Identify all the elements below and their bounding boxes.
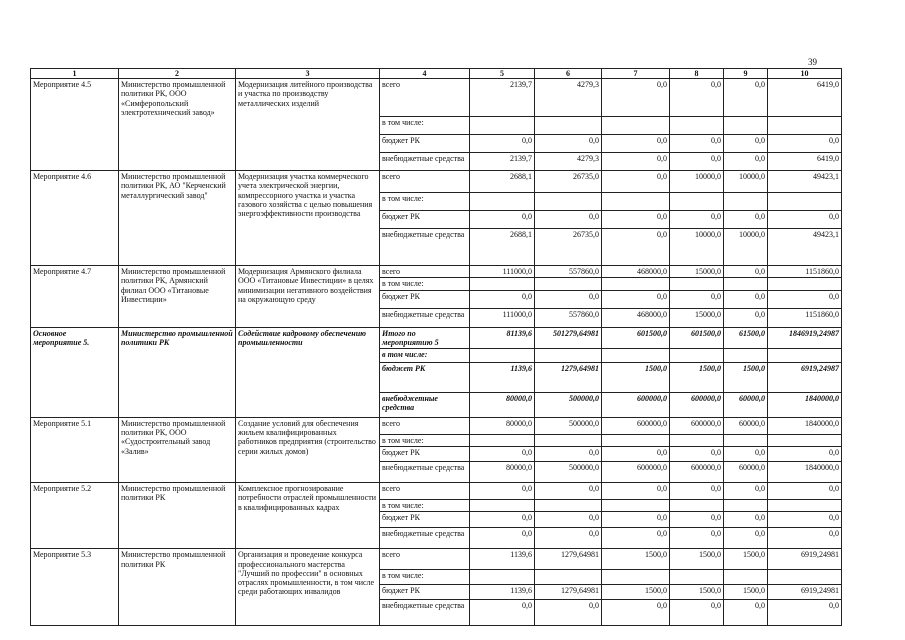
amount-cell: 0,0	[470, 512, 535, 528]
activity-description-cell: Создание условий для обеспечения жильем квалифицированных работников предприятия (строительство серии жилых домов)	[236, 417, 380, 482]
amount-cell: 10000,0	[670, 229, 724, 266]
amount-cell: 0,0	[470, 600, 535, 626]
table-row	[31, 327, 842, 348]
responsible-org-cell: Министерство промышленной политики РК	[119, 327, 236, 417]
amount-cell: 0,0	[724, 447, 768, 462]
funding-source-cell: в том числе:	[380, 117, 470, 135]
amount-cell: 6419,0	[768, 79, 842, 117]
amount-cell: 0,0	[535, 528, 602, 549]
amount-cell	[768, 434, 842, 446]
funding-source-cell: в том числе:	[380, 278, 470, 290]
amount-cell	[670, 570, 724, 585]
program-activities-table	[30, 68, 842, 626]
amount-cell	[724, 193, 768, 211]
amount-cell: 0,0	[670, 512, 724, 528]
amount-cell: 0,0	[470, 483, 535, 500]
amount-cell: 468000,0	[602, 308, 670, 327]
amount-cell: 0,0	[535, 290, 602, 308]
amount-cell: 111000,0	[470, 308, 535, 327]
amount-cell: 0,0	[602, 153, 670, 171]
amount-cell	[602, 570, 670, 585]
amount-cell: 1139,6	[470, 362, 535, 392]
page-number: 39	[808, 57, 817, 67]
funding-source-cell: бюджет РК	[380, 585, 470, 600]
amount-cell	[535, 117, 602, 135]
amount-cell	[670, 500, 724, 512]
funding-source-cell: бюджет РК	[380, 447, 470, 462]
activity-id-cell: Мероприятие 5.2	[31, 483, 119, 549]
amount-cell: 61500,0	[724, 327, 768, 348]
amount-cell: 468000,0	[602, 266, 670, 278]
funding-source-cell: в том числе:	[380, 434, 470, 446]
amount-cell: 0,0	[535, 512, 602, 528]
amount-cell	[724, 278, 768, 290]
amount-cell: 0,0	[724, 79, 768, 117]
amount-cell	[535, 278, 602, 290]
amount-cell	[602, 278, 670, 290]
amount-cell: 0,0	[670, 290, 724, 308]
amount-cell: 0,0	[670, 211, 724, 229]
amount-cell	[724, 500, 768, 512]
amount-cell	[768, 193, 842, 211]
funding-source-cell: внебюджетные средства	[380, 308, 470, 327]
amount-cell	[470, 570, 535, 585]
amount-cell: 49423,1	[768, 229, 842, 266]
amount-cell: 0,0	[724, 483, 768, 500]
amount-cell: 0,0	[670, 79, 724, 117]
activity-description-cell: Комплексное прогнозирование потребности отраслей промышленности в квалифицированных кадрах	[236, 483, 380, 549]
amount-cell: 10000,0	[724, 171, 768, 193]
amount-cell: 1139,6	[470, 585, 535, 600]
responsible-org-cell: Министерство промышленной политики РК, АО "Керченский металлургический завод"	[119, 171, 236, 266]
amount-cell: 0,0	[602, 229, 670, 266]
funding-source-cell: бюджет РК	[380, 512, 470, 528]
amount-cell: 0,0	[724, 308, 768, 327]
responsible-org-cell: Министерство промышленной политики РК, Армянский филиал ООО «Титановые Инвестиции»	[119, 266, 236, 327]
funding-source-cell: внебюджетные средства	[380, 153, 470, 171]
header-col-1: 1	[31, 69, 119, 79]
amount-cell: 0,0	[724, 512, 768, 528]
amount-cell: 10000,0	[670, 171, 724, 193]
amount-cell	[602, 193, 670, 211]
activity-description-cell: Модернизация литейного производства и участка по производству металлических изделий	[236, 79, 380, 171]
funding-source-cell: всего	[380, 549, 470, 570]
funding-source-cell: внебюджетные средства	[380, 462, 470, 483]
amount-cell: 1500,0	[602, 362, 670, 392]
amount-cell: 6919,24987	[768, 362, 842, 392]
amount-cell: 0,0	[670, 153, 724, 171]
amount-cell: 15000,0	[670, 266, 724, 278]
funding-source-cell: в том числе:	[380, 570, 470, 585]
amount-cell	[724, 117, 768, 135]
amount-cell: 0,0	[602, 290, 670, 308]
amount-cell: 1500,0	[724, 549, 768, 570]
amount-cell: 1151860,0	[768, 308, 842, 327]
responsible-org-cell: Министерство промышленной политики РК, ООО «Симферопольский электротехнический завод»	[119, 79, 236, 171]
amount-cell	[470, 434, 535, 446]
amount-cell: 80000,0	[470, 462, 535, 483]
amount-cell	[768, 348, 842, 362]
amount-cell: 0,0	[724, 211, 768, 229]
amount-cell: 0,0	[768, 135, 842, 153]
amount-cell: 0,0	[768, 528, 842, 549]
amount-cell: 600000,0	[602, 392, 670, 417]
amount-cell	[470, 117, 535, 135]
header-row	[31, 69, 842, 79]
amount-cell	[670, 117, 724, 135]
table-row	[31, 171, 842, 193]
amount-cell: 601500,0	[670, 327, 724, 348]
amount-cell: 1846919,24987	[768, 327, 842, 348]
amount-cell	[670, 348, 724, 362]
activity-id-cell: Мероприятие 4.5	[31, 79, 119, 171]
amount-cell: 1500,0	[670, 549, 724, 570]
amount-cell: 0,0	[602, 79, 670, 117]
amount-cell: 0,0	[768, 600, 842, 626]
activity-description-cell: Содействие кадровому обеспечению промышленности	[236, 327, 380, 417]
amount-cell: 4279,3	[535, 153, 602, 171]
header-col-7: 7	[602, 69, 670, 79]
amount-cell: 0,0	[470, 135, 535, 153]
amount-cell: 0,0	[724, 528, 768, 549]
header-col-3: 3	[236, 69, 380, 79]
amount-cell	[602, 500, 670, 512]
amount-cell: 26735,0	[535, 229, 602, 266]
amount-cell	[470, 193, 535, 211]
amount-cell	[535, 570, 602, 585]
funding-source-cell: бюджет РК	[380, 362, 470, 392]
amount-cell: 0,0	[535, 447, 602, 462]
amount-cell: 1500,0	[724, 362, 768, 392]
funding-source-cell: внебюджетные средства	[380, 528, 470, 549]
amount-cell	[602, 348, 670, 362]
amount-cell	[535, 434, 602, 446]
amount-cell: 500000,0	[535, 462, 602, 483]
amount-cell: 557860,0	[535, 266, 602, 278]
activity-id-cell: Мероприятие 4.6	[31, 171, 119, 266]
funding-source-cell: всего	[380, 417, 470, 434]
funding-source-cell: всего	[380, 266, 470, 278]
amount-cell: 557860,0	[535, 308, 602, 327]
responsible-org-cell: Министерство промышленной политики РК, ООО «Судостроительный завод «Залив»	[119, 417, 236, 482]
funding-source-cell: в том числе:	[380, 193, 470, 211]
amount-cell: 601500,0	[602, 327, 670, 348]
amount-cell: 1500,0	[724, 585, 768, 600]
amount-cell	[768, 278, 842, 290]
amount-cell: 0,0	[724, 290, 768, 308]
amount-cell: 0,0	[768, 211, 842, 229]
amount-cell	[602, 117, 670, 135]
amount-cell: 2139,7	[470, 153, 535, 171]
funding-source-cell: бюджет РК	[380, 135, 470, 153]
table-row	[31, 483, 842, 500]
amount-cell: 501279,64981	[535, 327, 602, 348]
amount-cell: 0,0	[602, 135, 670, 153]
funding-source-cell: всего	[380, 171, 470, 193]
amount-cell	[768, 570, 842, 585]
funding-source-cell: внебюджетные средства	[380, 392, 470, 417]
header-col-8: 8	[670, 69, 724, 79]
amount-cell: 4279,3	[535, 79, 602, 117]
amount-cell: 0,0	[535, 600, 602, 626]
amount-cell: 500000,0	[535, 417, 602, 434]
amount-cell	[670, 193, 724, 211]
amount-cell: 0,0	[670, 600, 724, 626]
header-col-5: 5	[470, 69, 535, 79]
activity-id-cell: Мероприятие 4.7	[31, 266, 119, 327]
header-col-2: 2	[119, 69, 236, 79]
funding-source-cell: бюджет РК	[380, 211, 470, 229]
amount-cell: 1500,0	[602, 585, 670, 600]
amount-cell: 2688,1	[470, 229, 535, 266]
amount-cell: 1151860,0	[768, 266, 842, 278]
amount-cell: 1279,64981	[535, 362, 602, 392]
amount-cell: 0,0	[724, 600, 768, 626]
amount-cell: 0,0	[470, 290, 535, 308]
amount-cell: 0,0	[602, 211, 670, 229]
amount-cell: 600000,0	[670, 417, 724, 434]
amount-cell	[724, 570, 768, 585]
amount-cell: 600000,0	[602, 462, 670, 483]
header-col-4: 4	[380, 69, 470, 79]
table-body	[31, 79, 842, 626]
amount-cell: 1840000,0	[768, 462, 842, 483]
amount-cell: 0,0	[670, 135, 724, 153]
amount-cell: 1500,0	[602, 549, 670, 570]
header-col-6: 6	[535, 69, 602, 79]
funding-source-cell: всего	[380, 79, 470, 117]
table-row	[31, 79, 842, 117]
amount-cell: 2139,7	[470, 79, 535, 117]
amount-cell: 0,0	[602, 528, 670, 549]
amount-cell	[602, 434, 670, 446]
funding-source-cell: всего	[380, 483, 470, 500]
amount-cell: 600000,0	[670, 392, 724, 417]
amount-cell: 60000,0	[724, 417, 768, 434]
funding-source-cell: Итого по мероприятию 5	[380, 327, 470, 348]
amount-cell: 1279,64981	[535, 585, 602, 600]
amount-cell: 6919,24981	[768, 549, 842, 570]
amount-cell: 6919,24981	[768, 585, 842, 600]
table-row	[31, 549, 842, 570]
amount-cell: 0,0	[768, 290, 842, 308]
amount-cell: 1500,0	[670, 585, 724, 600]
activity-description-cell: Модернизация Армянского филиала ООО «Титановые Инвестиции» в целях минимизации негативного воздействия на окружающую среду	[236, 266, 380, 327]
amount-cell: 0,0	[670, 483, 724, 500]
amount-cell	[535, 500, 602, 512]
amount-cell	[535, 193, 602, 211]
funding-source-cell: внебюджетные средства	[380, 600, 470, 626]
amount-cell: 1840000,0	[768, 392, 842, 417]
amount-cell: 10000,0	[724, 229, 768, 266]
header-col-10: 10	[768, 69, 842, 79]
amount-cell: 0,0	[768, 447, 842, 462]
amount-cell	[670, 434, 724, 446]
table-row	[31, 266, 842, 278]
amount-cell	[535, 348, 602, 362]
amount-cell: 500000,0	[535, 392, 602, 417]
activity-id-cell: Мероприятие 5.3	[31, 549, 119, 626]
header-col-9: 9	[724, 69, 768, 79]
amount-cell: 0,0	[768, 512, 842, 528]
amount-cell: 6419,0	[768, 153, 842, 171]
amount-cell	[470, 348, 535, 362]
amount-cell	[768, 500, 842, 512]
amount-cell: 0,0	[470, 528, 535, 549]
amount-cell	[470, 278, 535, 290]
responsible-org-cell: Министерство промышленной политики РК	[119, 483, 236, 549]
amount-cell: 81139,6	[470, 327, 535, 348]
activity-id-cell: Мероприятие 5.1	[31, 417, 119, 482]
amount-cell	[724, 348, 768, 362]
amount-cell: 60000,0	[724, 392, 768, 417]
amount-cell: 0,0	[602, 600, 670, 626]
activity-description-cell: Организация и проведение конкурса профессионального мастерства "Лучший по профессии" в основных отраслях промышленности, в том числе среди работающих инвалидов	[236, 549, 380, 626]
amount-cell	[768, 117, 842, 135]
table-row	[31, 417, 842, 434]
amount-cell: 1279,64981	[535, 549, 602, 570]
amount-cell: 2688,1	[470, 171, 535, 193]
amount-cell: 0,0	[670, 528, 724, 549]
amount-cell: 0,0	[470, 211, 535, 229]
amount-cell: 80000,0	[470, 392, 535, 417]
amount-cell: 0,0	[535, 135, 602, 153]
amount-cell: 0,0	[724, 153, 768, 171]
funding-source-cell: внебюджетные средства	[380, 229, 470, 266]
amount-cell: 600000,0	[670, 462, 724, 483]
amount-cell: 0,0	[602, 512, 670, 528]
amount-cell: 111000,0	[470, 266, 535, 278]
funding-source-cell: в том числе:	[380, 348, 470, 362]
funding-source-cell: в том числе:	[380, 500, 470, 512]
amount-cell	[670, 278, 724, 290]
amount-cell: 1139,6	[470, 549, 535, 570]
amount-cell: 0,0	[470, 447, 535, 462]
amount-cell: 26735,0	[535, 171, 602, 193]
amount-cell: 60000,0	[724, 462, 768, 483]
amount-cell: 0,0	[535, 211, 602, 229]
amount-cell: 0,0	[602, 447, 670, 462]
amount-cell	[724, 434, 768, 446]
responsible-org-cell: Министерство промышленной политики РК	[119, 549, 236, 626]
amount-cell: 0,0	[724, 266, 768, 278]
amount-cell: 80000,0	[470, 417, 535, 434]
amount-cell: 0,0	[602, 171, 670, 193]
amount-cell: 0,0	[602, 483, 670, 500]
funding-source-cell: бюджет РК	[380, 290, 470, 308]
amount-cell: 0,0	[724, 135, 768, 153]
amount-cell	[470, 500, 535, 512]
activity-description-cell: Модернизация участка коммерческого учета электрической энергии, компрессорного участка и участка газового хозяйства с целью повышения энергоэффективности производства	[236, 171, 380, 266]
activity-id-cell: Основное мероприятие 5.	[31, 327, 119, 417]
amount-cell: 0,0	[535, 483, 602, 500]
amount-cell: 1500,0	[670, 362, 724, 392]
amount-cell: 0,0	[670, 447, 724, 462]
amount-cell: 1840000,0	[768, 417, 842, 434]
amount-cell: 600000,0	[602, 417, 670, 434]
amount-cell: 49423,1	[768, 171, 842, 193]
amount-cell: 0,0	[768, 483, 842, 500]
amount-cell: 15000,0	[670, 308, 724, 327]
